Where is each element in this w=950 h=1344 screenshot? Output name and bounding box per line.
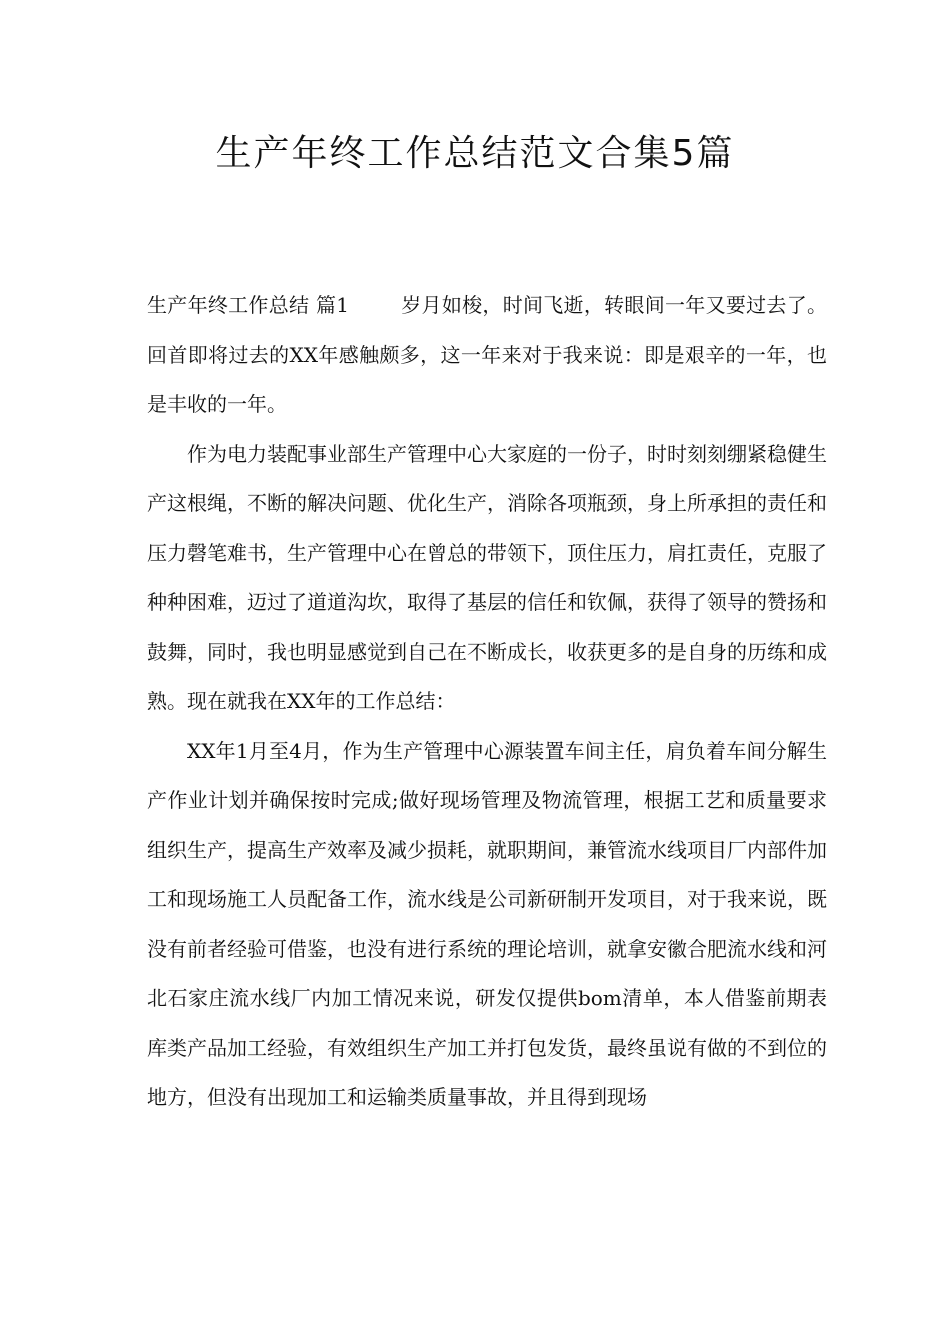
paragraph-1-text: 岁月如梭，时间飞逝，转眼间一年又要过去了。回首即将过去的XX年感触颇多，这一年来对于我来说：即是艰辛的一年，也是丰收的一年。 <box>147 293 828 416</box>
paragraph-1 <box>147 281 827 430</box>
document-title: 生产年终工作总结范文合集5篇 <box>215 133 735 174</box>
paragraph-3: XX年1月至4月，作为生产管理中心源装置车间主任，肩负着车间分解生产作业计划并确保按时完成;做好现场管理及物流管理，根据工艺和质量要求组织生产，提高生产效率及减少损耗，就职期间，兼管流水线项目厂内部件加工和现场施工人员配备工作，流水线是公司新研制开发项目，对于我来说，既没有前者经验可借鉴，也没有进行系统的理论培训，就拿安徽合肥流水线和河北石家庄流水线厂内加工情况来说，研发仅提供bom清单，本人借鉴前期表库类产品加工经验，有效组织生产加工并打包发货，最终虽说有做的不到位的地方，但没有出现加工和运输类质量事故，并且得到现场 <box>147 738 827 1109</box>
paragraph-2: 作为电力装配事业部生产管理中心大家庭的一份子，时时刻刻绷紧稳健生产这根绳，不断的解决问题、优化生产，消除各项瓶颈，身上所承担的责任和压力磬笔难书，生产管理中心在曾总的带领下，顶住压力，肩扛责任，克服了种种困难，迈过了道道沟坎，取得了基层的信任和钦佩，获得了领导的赞扬和鼓舞，同时，我也明显感觉到自己在不断成长，收获更多的是自身的历练和成熟。现在就我在XX年的工作总结： <box>147 441 827 713</box>
document-body <box>147 281 827 1123</box>
section-heading: 生产年终工作总结 篇1 <box>147 293 349 317</box>
